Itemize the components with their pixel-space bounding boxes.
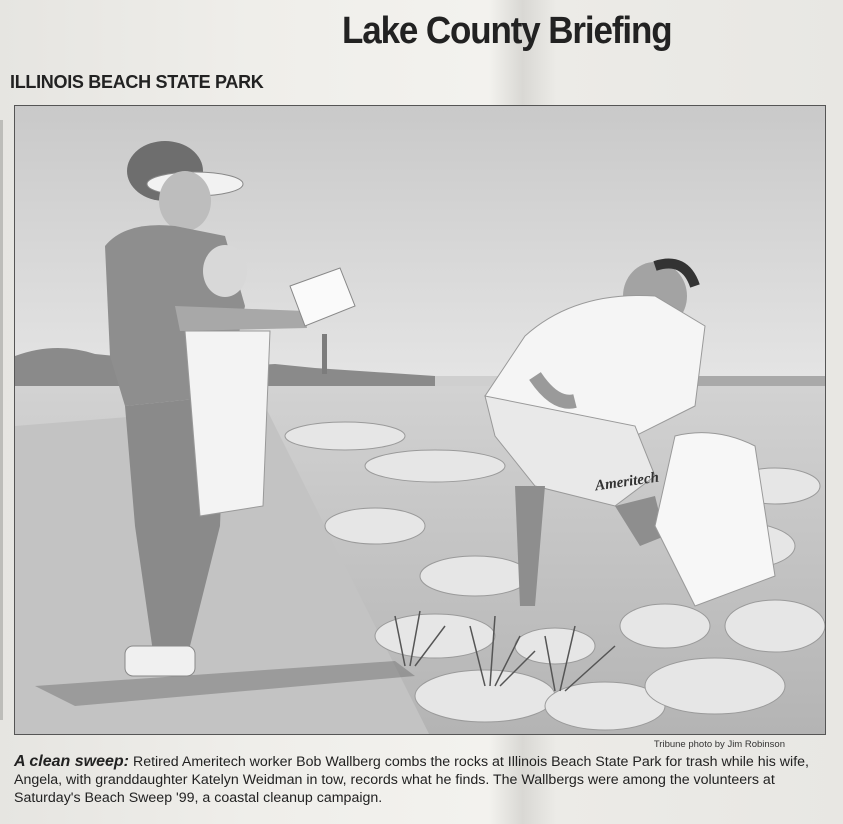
caption-body: Retired Ameritech worker Bob Wallberg combs the rocks at Illinois Beach State Park for trash while his wife, Angela, with granddaughter Katelyn Weidman in tow, records what he finds. The Wallbergs were among the volunteers at Saturday's Beach Sweep '99, a coastal cleanup campaign. [14, 754, 809, 806]
page-headline: Lake County Briefing [342, 10, 672, 52]
photo-credit: Tribune photo by Jim Robinson [653, 739, 785, 750]
page-edge-shadow [0, 120, 3, 720]
distant-tower [322, 334, 327, 374]
news-photo [14, 105, 826, 735]
shirt-logo: Ameritech [594, 469, 660, 495]
beach-cleanup-photo [15, 106, 825, 734]
adjacent-column-fragment [832, 560, 843, 824]
section-label: ILLINOIS BEACH STATE PARK [10, 72, 264, 92]
caption-lead: A clean sweep: [14, 753, 130, 770]
photo-caption [14, 753, 814, 807]
